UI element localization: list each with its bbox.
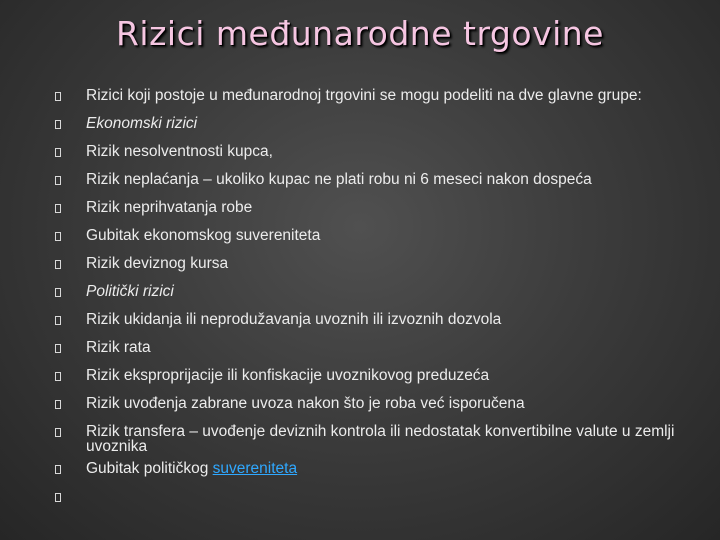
section-heading-political: Politički rizici <box>86 283 174 300</box>
bullet-item <box>52 88 692 110</box>
bullet-box-icon <box>55 400 61 409</box>
bullet-item <box>52 200 692 222</box>
bullet-item <box>52 144 692 166</box>
bullet-box-icon <box>55 260 61 269</box>
bullet-text <box>86 461 692 476</box>
bullet-box-icon <box>55 176 61 185</box>
bullet-box-icon <box>55 493 61 502</box>
bullet-box-icon <box>55 92 61 101</box>
bullet-text: Gubitak ekonomskog suvereniteta <box>86 227 321 244</box>
bullet-item <box>52 340 692 362</box>
bullet-box-icon <box>55 204 61 213</box>
bullet-box-icon <box>55 148 61 157</box>
bullet-text-prefix: Gubitak političkog <box>86 459 213 477</box>
bullet-item <box>52 228 692 250</box>
bullet-item <box>52 368 692 390</box>
bullet-text: Rizici koji postoje u međunarodnoj trgovini se mogu podeliti na dve glavne grupe: <box>86 87 642 104</box>
bullet-text: Rizik rata <box>86 339 151 356</box>
bullet-item <box>52 424 692 454</box>
bullet-list <box>52 88 692 517</box>
bullet-item <box>52 396 692 418</box>
bullet-text: Rizik neplaćanja – ukoliko kupac ne plati robu ni 6 meseci nakon dospeća <box>86 171 592 188</box>
bullet-text: Rizik eksproprijacije ili konfiskacije uvoznikovog preduzeća <box>86 367 490 384</box>
bullet-text: Rizik nesolventnosti kupca, <box>86 143 273 160</box>
bullet-text: Rizik uvođenja zabrane uvoza nakon što je roba već isporučena <box>86 395 525 412</box>
bullet-item <box>52 256 692 278</box>
bullet-item <box>52 116 692 138</box>
bullet-text: Rizik transfera – uvođenje deviznih kontrola ili nedostatak konvertibilne valute u zemlji uvoznika <box>86 423 675 455</box>
bullet-text: Rizik deviznog kursa <box>86 255 229 272</box>
section-heading-economic: Ekonomski rizici <box>86 115 198 132</box>
bullet-box-icon <box>55 288 61 297</box>
bullet-box-icon <box>55 232 61 241</box>
bullet-text: Rizik neprihvatanja robe <box>86 199 253 216</box>
bullet-box-icon <box>55 120 61 129</box>
bullet-item <box>52 172 692 194</box>
bullet-item-empty <box>52 489 692 511</box>
bullet-item <box>52 284 692 306</box>
bullet-item <box>52 312 692 334</box>
bullet-text: Rizik ukidanja ili neprodužavanja uvoznih ili izvoznih dozvola <box>86 311 502 328</box>
bullet-box-icon <box>55 372 61 381</box>
slide-title: Rizici međunarodne trgovine <box>115 14 604 53</box>
bullet-item <box>52 461 692 483</box>
sovereignty-link[interactable]: suvereniteta <box>212 459 298 477</box>
bullet-box-icon <box>55 428 61 437</box>
bullet-box-icon <box>55 316 61 325</box>
bullet-box-icon <box>55 344 61 353</box>
bullet-box-icon <box>55 465 61 474</box>
